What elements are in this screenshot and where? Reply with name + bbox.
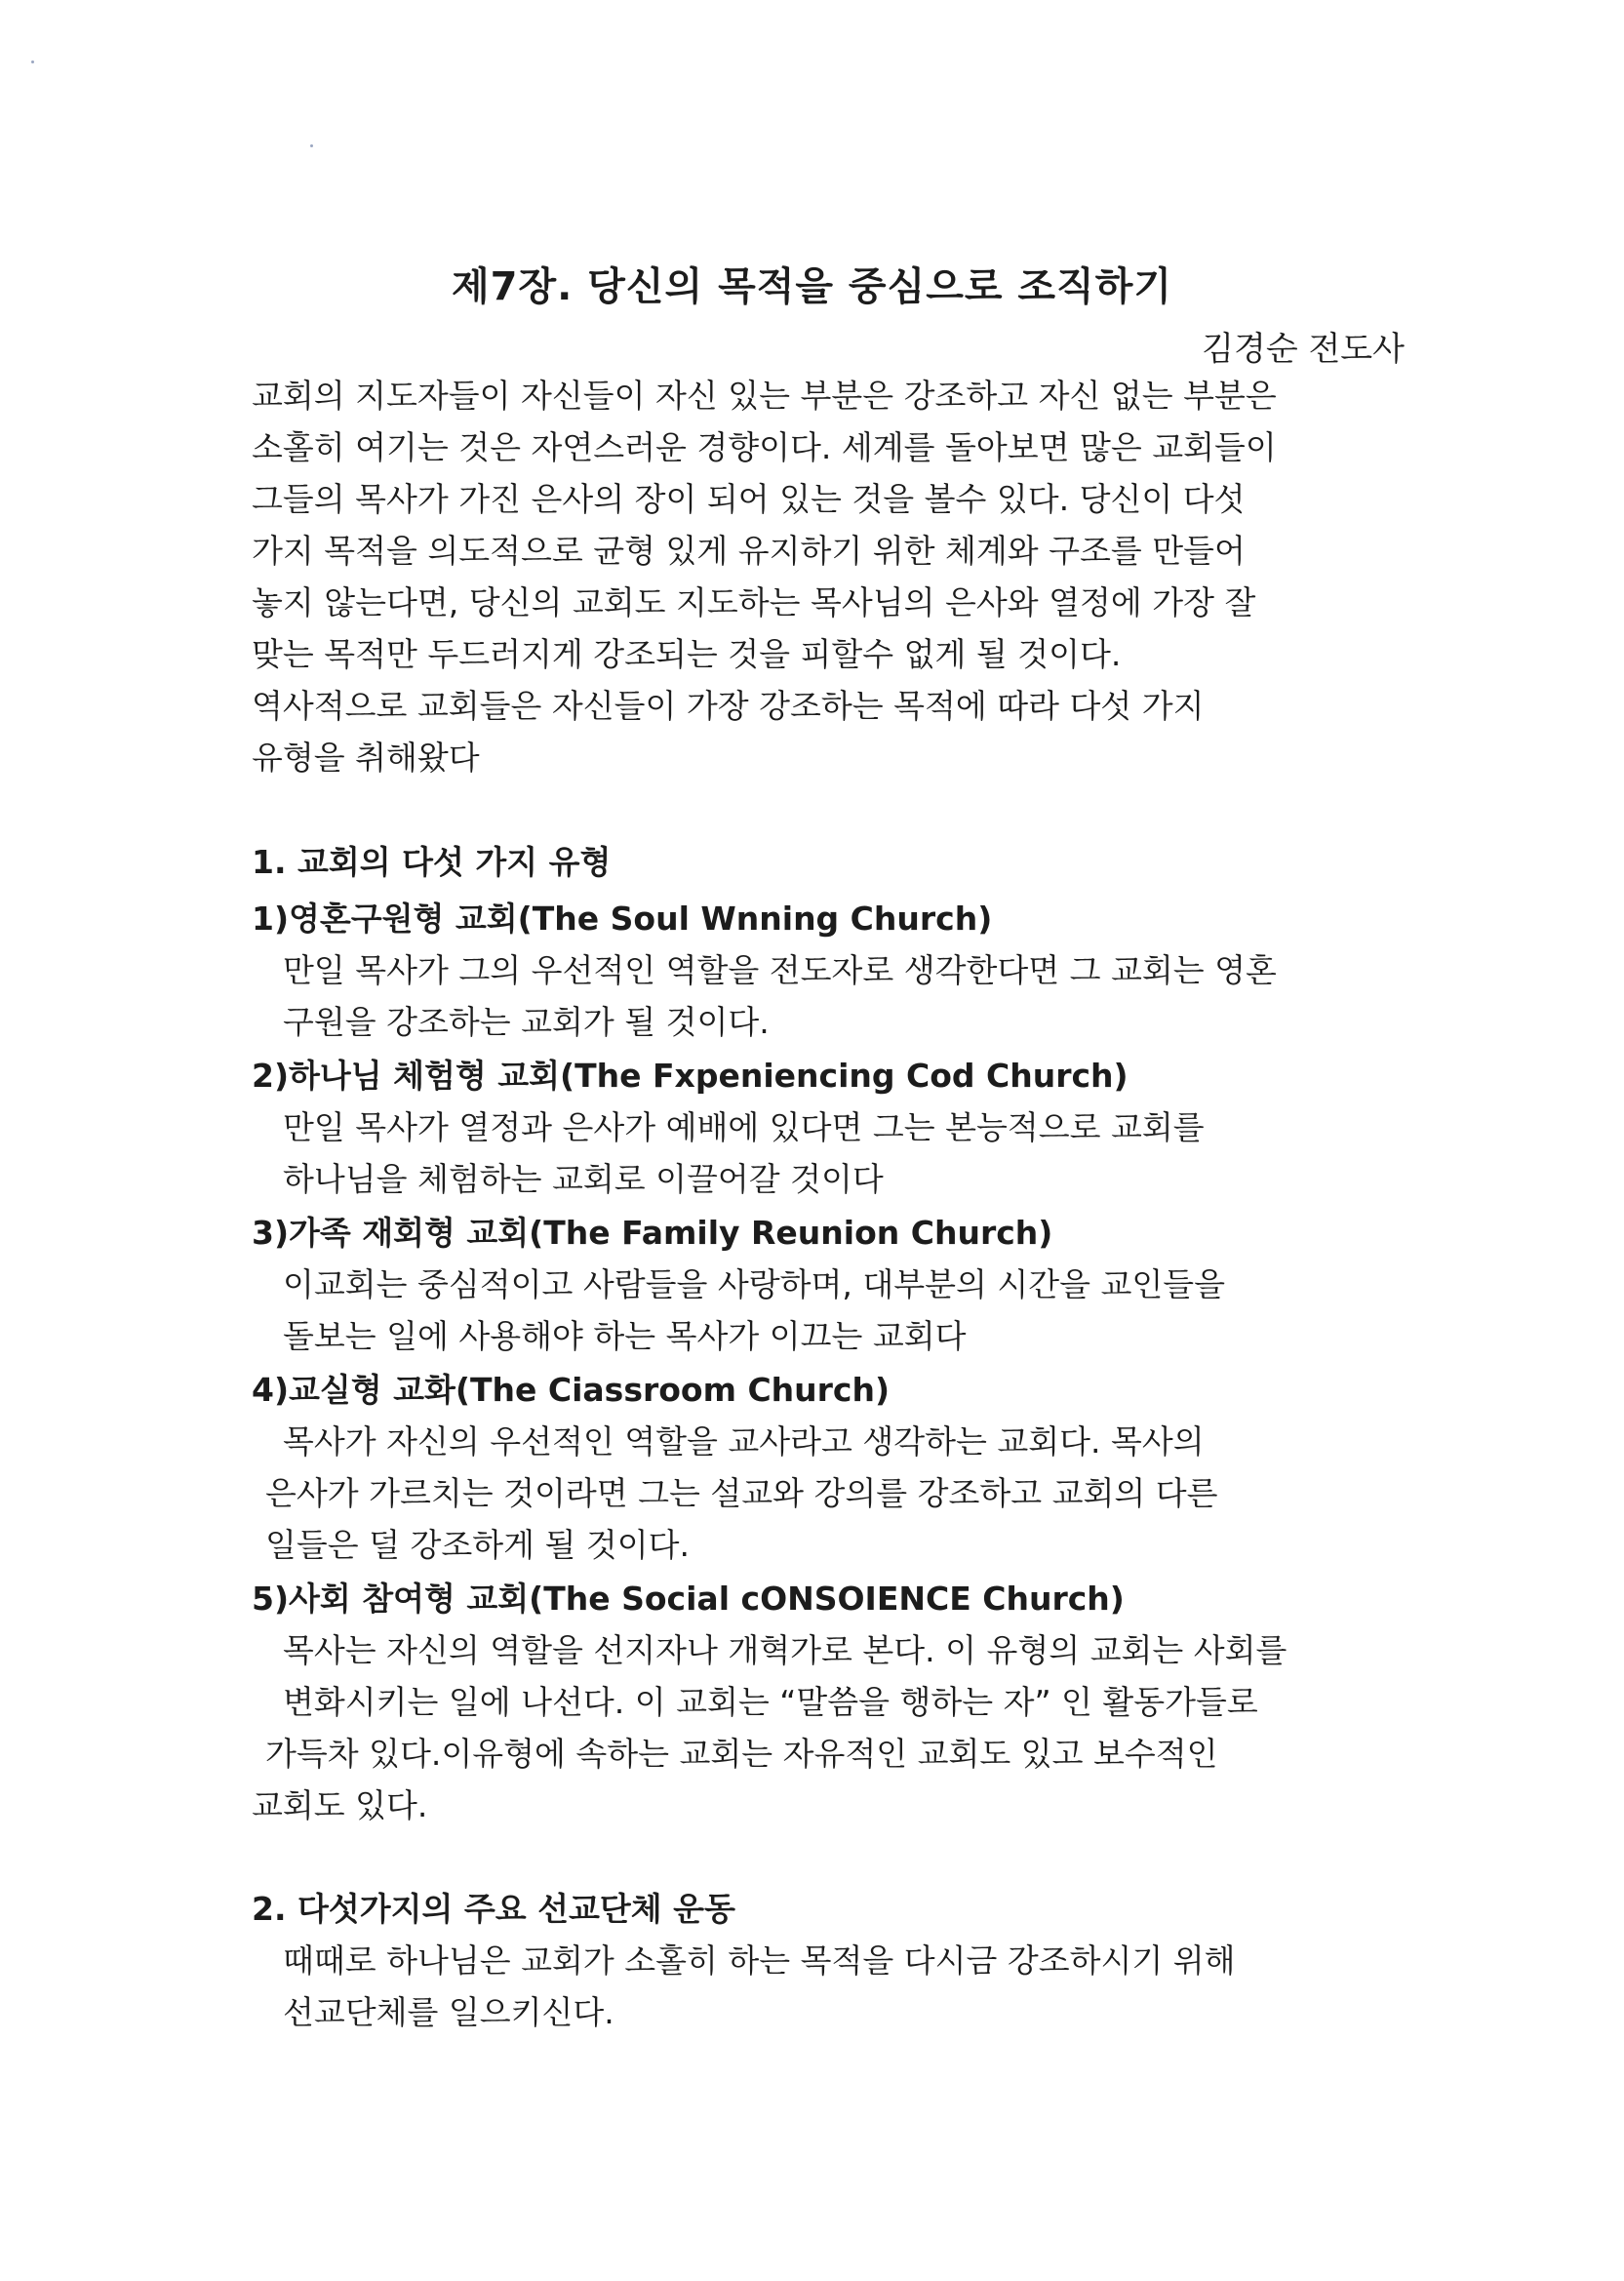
intro-line: 소홀히 여기는 것은 자연스러운 경향이다. 세계를 돌아보면 많은 교회들이 [252, 428, 1277, 466]
intro-line: 가지 목적을 의도적으로 균형 있게 유지하기 위한 체계와 구조를 만들어 [252, 532, 1246, 570]
church-type-line: 만일 목사가 그의 우선적인 역할을 전도자로 생각한다면 그 교회는 영혼 [283, 951, 1277, 989]
intro-line: 그들의 목사가 가진 은사의 장이 되어 있는 것을 볼수 있다. 당신이 다섯 [252, 480, 1246, 518]
church-type-line: 이교회는 중심적이고 사람들을 사랑하며, 대부분의 시간을 교인들을 [283, 1265, 1226, 1303]
church-type-title: 4)교실형 교화(The Ciassroom Church) [252, 1371, 891, 1409]
church-type-line: 목사가 자신의 우선적인 역할을 교사라고 생각하는 교회다. 목사의 [283, 1422, 1205, 1461]
section-line: 때때로 하나님은 교회가 소홀히 하는 목적을 다시금 강조하시기 위해 [283, 1941, 1236, 1980]
intro-line: 유형을 취해왔다 [252, 739, 480, 777]
church-type-title: 3)가족 재회형 교회(The Family Reunion Church) [252, 1214, 1053, 1252]
scan-speck [310, 144, 313, 147]
church-type-line: 돌보는 일에 사용해야 하는 목사가 이끄는 교회다 [283, 1317, 967, 1355]
scan-speck [31, 60, 34, 63]
church-type-line: 변화시키는 일에 나선다. 이 교회는 “말씀을 행하는 자” 인 활동가들로 [283, 1683, 1258, 1721]
section-line: 선교단체를 일으키신다. [283, 1993, 614, 2031]
church-type-line: 하나님을 체험하는 교회로 이끌어갈 것이다 [283, 1160, 884, 1198]
church-type-title: 1)영혼구원형 교회(The Soul Wnning Church) [252, 900, 993, 938]
church-type-line: 목사는 자신의 역할을 선지자나 개혁가로 본다. 이 유형의 교회는 사회를 [283, 1631, 1287, 1669]
church-type-title: 5)사회 참여형 교회(The Social cONSOIENCE Church) [252, 1580, 1125, 1618]
author-name: 김경순 전도사 [1202, 330, 1405, 369]
church-type-line: 은사가 가르치는 것이라면 그는 설교와 강의를 강조하고 교회의 다른 [265, 1474, 1218, 1512]
intro-line: 맞는 목적만 두드러지게 강조되는 것을 피할수 없게 될 것이다. [252, 635, 1122, 673]
church-type-line: 구원을 강조하는 교회가 될 것이다. [283, 1003, 770, 1041]
church-type-line: 일들은 덜 강조하게 될 것이다. [265, 1526, 690, 1564]
church-type-title: 2)하나님 체험형 교회(The Fxpeniencing Cod Church) [252, 1057, 1129, 1095]
intro-line: 놓지 않는다면, 당신의 교회도 지도하는 목사님의 은사와 열정에 가장 잘 [252, 583, 1256, 621]
intro-line: 역사적으로 교회들은 자신들이 가장 강조하는 목적에 따라 다섯 가지 [252, 687, 1205, 725]
section-heading: 2. 다섯가지의 주요 선교단체 운동 [252, 1890, 735, 1928]
church-type-line: 가득차 있다.이유형에 속하는 교회는 자유적인 교회도 있고 보수적인 [265, 1735, 1218, 1773]
church-type-line: 교회도 있다. [252, 1786, 428, 1824]
church-type-line: 만일 목사가 열정과 은사가 예배에 있다면 그는 본능적으로 교회를 [283, 1108, 1205, 1146]
section-heading: 1. 교회의 다섯 가지 유형 [252, 843, 612, 881]
intro-line: 교회의 지도자들이 자신들이 자신 있는 부분은 강조하고 자신 없는 부분은 [252, 377, 1277, 415]
page-title: 제7장. 당신의 목적을 중심으로 조직하기 [452, 264, 1172, 309]
